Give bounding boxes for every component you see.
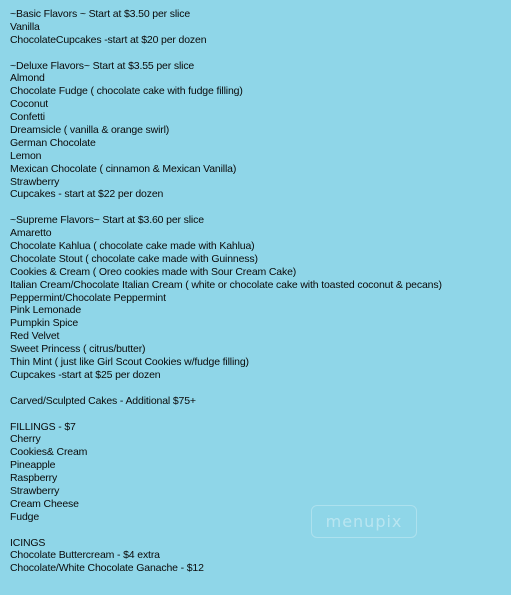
- menu-item: Pineapple: [10, 459, 56, 472]
- section-gap: [10, 382, 505, 395]
- menu-item: German Chocolate: [10, 136, 96, 149]
- menu-item: Chocolate Stout ( chocolate cake made with Guinness): [10, 252, 258, 265]
- deluxe-flavors-header: ~Deluxe Flavors~ Start at $3.55 per slice: [10, 59, 195, 72]
- menu-item: Confetti: [10, 111, 45, 124]
- menupix-watermark: [284, 486, 444, 556]
- section-gap: [10, 47, 505, 60]
- fillings-header: FILLINGS - $7: [10, 420, 76, 433]
- section-gap: [10, 201, 505, 214]
- section-gap: [10, 408, 505, 421]
- supreme-flavors-header: ~Supreme Flavors~ Start at $3.60 per slice: [10, 214, 204, 227]
- menu-item: Almond: [10, 72, 45, 85]
- watermark-logo: menupix: [311, 505, 418, 538]
- menu-item: Amaretto: [10, 227, 52, 240]
- menu-item: Thin Mint ( just like Girl Scout Cookies w/fudge filling): [10, 356, 249, 369]
- menu-item: Raspberry: [10, 472, 58, 485]
- menu-item: Vanilla: [10, 20, 40, 33]
- carved-cakes-note: Carved/Sculpted Cakes - Additional $75+: [10, 394, 196, 407]
- menu-item: Cookies & Cream ( Oreo cookies made with Sour Cream Cake): [10, 265, 297, 278]
- menu-item: Pink Lemonade: [10, 304, 82, 317]
- menu-item: Chocolate/White Chocolate Ganache - $12: [10, 562, 204, 575]
- menu-item: Chocolate Kahlua ( chocolate cake made with Kahlua): [10, 240, 255, 253]
- menu-item: Coconut: [10, 98, 49, 111]
- menu-item: Cream Cheese: [10, 497, 79, 510]
- menu-item: Cherry: [10, 433, 41, 446]
- menu-item: Strawberry: [10, 484, 60, 497]
- menu-item: Pumpkin Spice: [10, 317, 79, 330]
- menu-item: Italian Cream/Chocolate Italian Cream ( white or chocolate cake with toasted coconut & pecans): [10, 278, 442, 291]
- menu-item: Dreamsicle ( vanilla & orange swirl): [10, 124, 170, 137]
- menu-item: Mexican Chocolate ( cinnamon & Mexican Vanilla): [10, 162, 237, 175]
- basic-flavors-header: ~Basic Flavors ~ Start at $3.50 per slice: [10, 8, 191, 20]
- menu-item: Cupcakes -start at $25 per dozen: [10, 368, 161, 381]
- menu-item: Chocolate Fudge ( chocolate cake with fudge filling): [10, 85, 243, 98]
- menu-item: ChocolateCupcakes -start at $20 per dozen: [10, 33, 207, 46]
- menu-item: Sweet Princess ( citrus/butter): [10, 343, 146, 356]
- menu-item: Fudge: [10, 510, 40, 523]
- menu-item: Strawberry: [10, 175, 60, 188]
- menu-item: Chocolate Buttercream - $4 extra: [10, 549, 160, 562]
- icings-header: ICINGS: [10, 536, 46, 549]
- menu-item: Peppermint/Chocolate Peppermint: [10, 291, 166, 304]
- menu-item: Red Velvet: [10, 330, 60, 343]
- menu-item: Lemon: [10, 149, 42, 162]
- menu-item: Cookies& Cream: [10, 446, 88, 459]
- menu-item: Cupcakes - start at $22 per dozen: [10, 188, 164, 201]
